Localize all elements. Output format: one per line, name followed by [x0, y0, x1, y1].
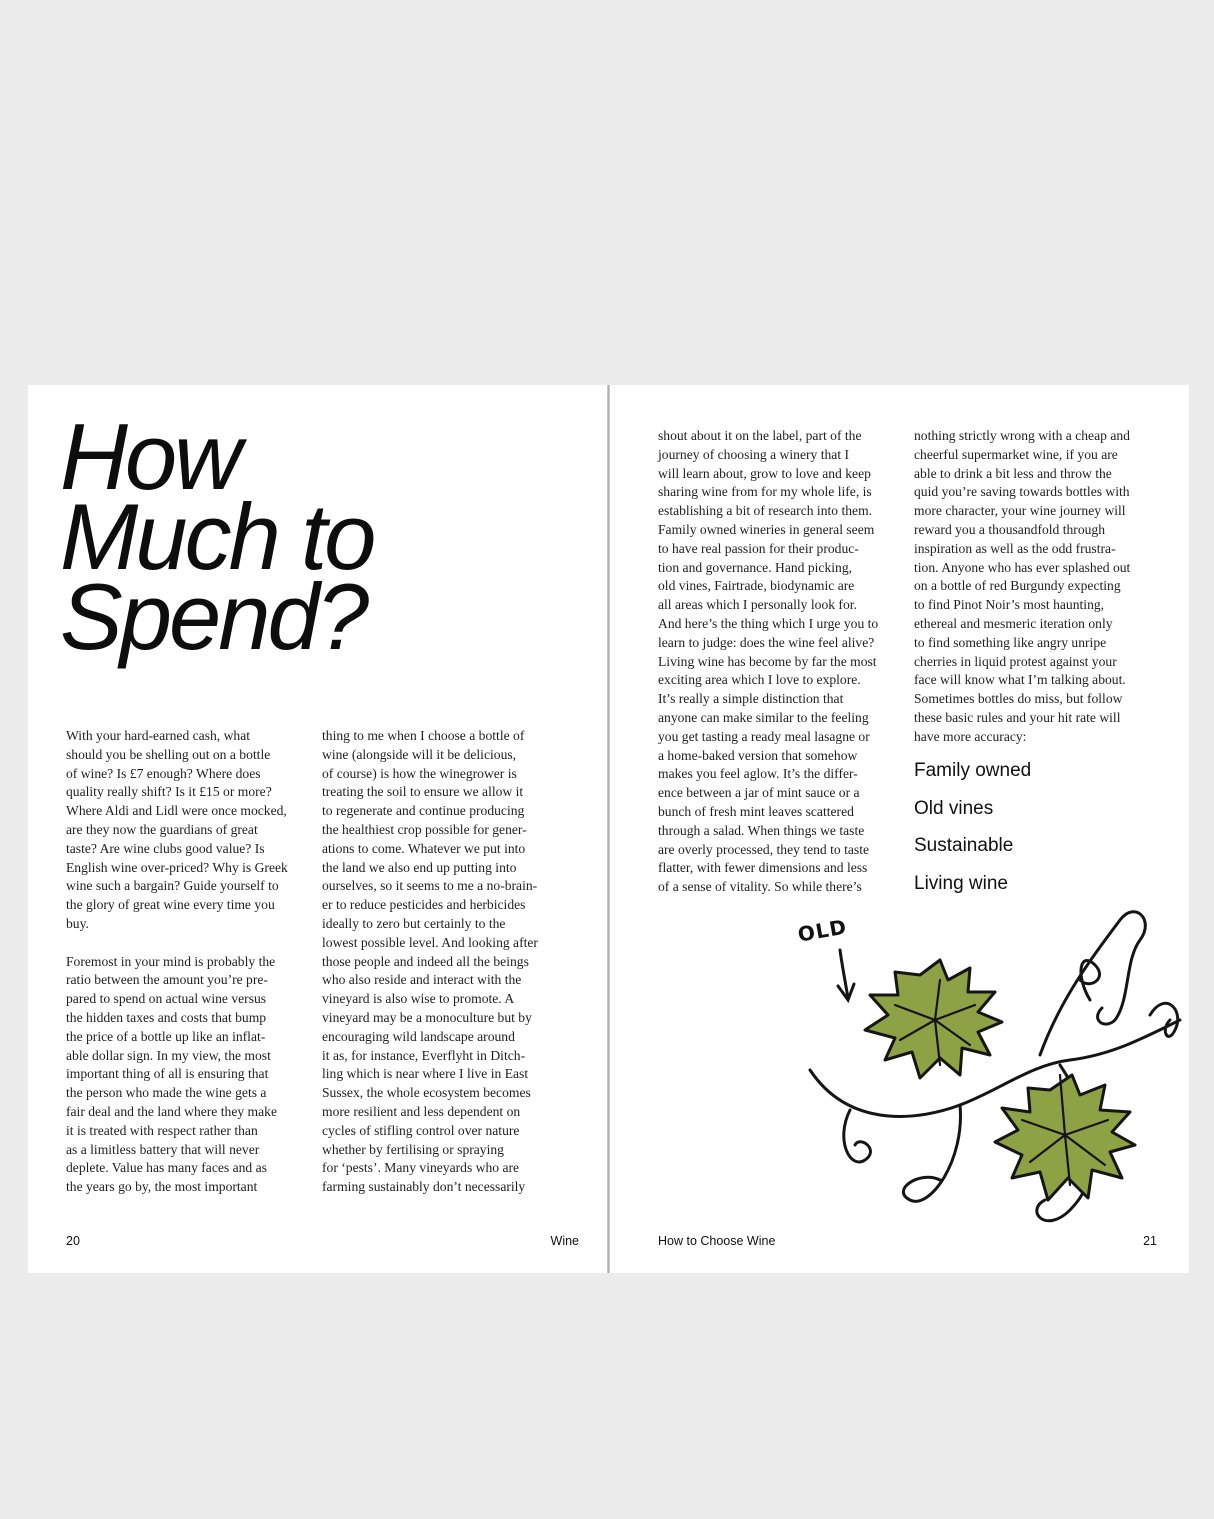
rule-item: Family owned	[914, 760, 1032, 781]
body-paragraph: thing to me when I choose a bottle of wine (alongside will it be delicious, of course) is how the winegrower is treating the soil to ensure we allow it to regenerate and continue producing the healthiest crop possible for gener- ations to come. Whatever we put into the land we also end up putting into ourselves, so it seems to me a no-brain- er to reduce pesticides and herbicides ideally to zero but certainly to the lowest possible level. And looking after those people and indeed all the beings who also reside and interact with the vineyard is also wise to promote. A vineyard may be a monoculture but by encouraging wild landscape around it as, for instance, Everflyht in Ditch- ling which is near where I live in East Sussex, the whole ecosystem becomes more resilient and less dependent on cycles of stifling control over nature whether by fertilising or spraying for ‘pests’. Many vineyards who are farming sustainably don’t necessarily	[322, 728, 538, 1195]
body-paragraph: With your hard-earned cash, what should you be shelling out on a bottle of wine? Is £7 enough? Where does quality really shift? Is it £15 or more? Where Aldi and Lidl were once mocked, are they now the guardians of great taste? Are wine clubs good value? Is English wine over-priced? Why is Greek wine such a bargain? Guide yourself to the glory of great wine every time you buy.	[66, 728, 288, 931]
body-column-right-1	[658, 427, 903, 897]
title-line: Much to	[60, 484, 374, 589]
body-column-right-2	[914, 427, 1159, 747]
body-paragraph: nothing strictly wrong with a cheap and cheerful supermarket wine, if you are able to drink a bit less and throw the quid you’re saving towards bottles with more character, your wine journey will reward you a thousandfold through inspiration as well as the odd frustra- tion. Anyone who has ever splashed out on a bottle of red Burgundy expecting to find Pinot Noir’s most haunting, ethereal and mesmeric iteration only to find something like angry unripe cherries in liquid protest against your face will know what I’m talking about. Sometimes bottles do miss, but follow these basic rules and your hit rate will have more accuracy:	[914, 428, 1131, 744]
rule-item: Living wine	[914, 872, 1008, 894]
right-page	[610, 385, 1189, 1273]
body-paragraph: shout about it on the label, part of the journey of choosing a winery that I will learn about, grow to love and keep sharing wine from for my whole life, is establishing a bit of research into them. Family owned wineries in general seem to have real passion for their produc- tion and governance. Hand picking, old vines, Fairtrade, biodynamic are all areas which I personally look for. And here’s the thing which I urge you to learn to judge: does the wine feel alive? Living wine has become by far the most exciting area which I love to explore. It’s really a simple distinction that anyone can make similar to the feeling you get tasting a ready meal lasagne or a home-baked version that somehow makes you feel aglow. It’s the differ- ence between a jar of mint sauce or a bunch of fresh mint leaves scattered through a salad. When things we taste are overly processed, they tend to taste flatter, with fewer dimensions and less of a sense of vitality. So while there’s	[658, 428, 879, 895]
body-column-left-1	[66, 727, 311, 1197]
illustration-label: OLD	[796, 914, 849, 947]
page-number: 21	[1143, 1234, 1157, 1248]
magazine-spread	[28, 385, 1189, 1273]
body-column-left-2	[322, 727, 567, 1197]
rule-item: Sustainable	[914, 835, 1014, 856]
left-page	[28, 385, 607, 1273]
article-title	[60, 404, 374, 669]
running-section: Wine	[550, 1234, 579, 1248]
vine-leaf-illustration	[790, 880, 1189, 1250]
title-line: How	[60, 404, 240, 509]
running-section: How to Choose Wine	[658, 1234, 776, 1248]
page-number: 20	[66, 1234, 80, 1248]
rule-item: Old vines	[914, 797, 994, 819]
body-paragraph: Foremost in your mind is probably the ratio between the amount you’re pre- pared to spend on actual wine versus the hidden taxes and costs that bump the price of a bottle up like an inflat- able dollar sign. In my view, the most important thing of all is ensuring that the person who made the wine gets a fair deal and the land where they make it is treated with respect rather than as a limitless battery that will never deplete. Value has many faces and as the years go by, the most important	[66, 953, 277, 1195]
title-line: Spend?	[60, 564, 367, 669]
